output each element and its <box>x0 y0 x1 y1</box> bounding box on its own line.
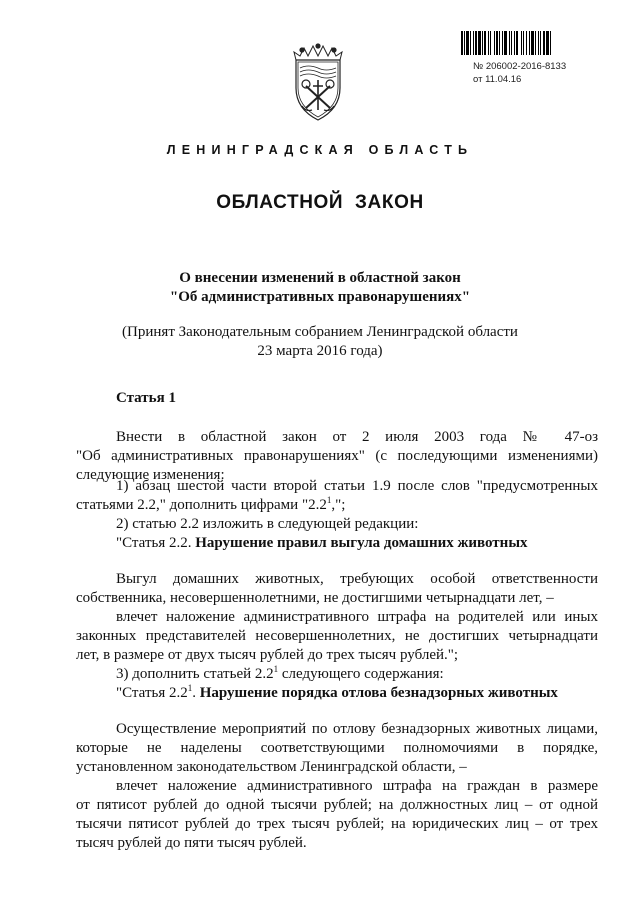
body-line: тысячи пятисот рублей до трех тысяч рублей; на юридических лиц – от трех <box>76 816 598 832</box>
region-heading: ЛЕНИНГРАДСКАЯ ОБЛАСТЬ <box>166 143 474 157</box>
body-line: собственника, несовершеннолетними, не достигшими четырнадцати лет, – <box>76 590 554 606</box>
coat-of-arms-icon <box>282 40 354 124</box>
body-line: влечет наложение административного штрафа на граждан в размере <box>116 778 598 794</box>
amendment-item-2: 2) статью 2.2 изложить в следующей редакции: <box>116 516 419 532</box>
adoption-note-line: (Принят Законодательным собранием Ленинградской области <box>122 324 518 340</box>
body-line: "Об административных правонарушениях" (с последующими изменениями) <box>76 448 598 464</box>
article-heading: Статья 1 <box>116 390 176 406</box>
law-title <box>0 269 640 307</box>
body-line: влечет наложение административного штрафа на родителей или иных <box>116 609 598 625</box>
body-line: статьями 2.2," дополнить цифрами "$2.2^1$,"; <box>76 495 346 513</box>
adoption-note <box>0 323 640 361</box>
article-2-2-heading: "Статья 2.2. Нарушение правил выгула домашних животных <box>116 535 528 551</box>
adoption-note-line: 23 марта 2016 года) <box>257 343 383 359</box>
body-line: которые не наделены соответствующими полномочиями в порядке, <box>76 740 598 756</box>
article-2-2-1-heading: "Статья $2.2^1$. Нарушение порядка отлова безнадзорных животных <box>116 683 558 701</box>
registration-number: № 206002-2016-8133 <box>473 61 567 72</box>
law-title-line: О внесении изменений в областной закон <box>179 270 461 286</box>
body-line: тысяч рублей до пяти тысяч рублей. <box>76 835 307 851</box>
amendment-item-1: 1) абзац шестой части второй статьи 1.9 после слов "предусмотренных <box>116 478 598 494</box>
amendment-item-3: 3) дополнить статьей $2.2^1$ следующего содержания: <box>116 664 444 682</box>
body-line: Осуществление мероприятий по отлову безнадзорных животных лицами, <box>116 721 598 737</box>
registration-stamp <box>473 60 566 86</box>
body-line: законных представителей несовершеннолетних, не достигших четырнадцати <box>76 628 598 644</box>
body-line: Выгул домашних животных, требующих особой ответственности <box>116 571 598 587</box>
registration-date: от 11.04.16 <box>473 74 522 85</box>
barcode-image <box>461 31 607 55</box>
body-line: следующие изменения: <box>76 467 225 483</box>
body-line: Внести в областной закон от 2 июля 2003 года № 47-оз <box>116 429 598 445</box>
document-type-heading: ОБЛАСТНОЙ ЗАКОН <box>216 192 424 213</box>
body-line: от пятисот рублей до одной тысячи рублей; на должностных лиц – от одной <box>76 797 598 813</box>
body-line: лет, в размере от двух тысяч рублей до трех тысяч рублей."; <box>76 647 459 663</box>
law-title-line: "Об административных правонарушениях" <box>169 289 471 305</box>
body-line: установленном законодательством Ленинградской области, – <box>76 759 467 775</box>
